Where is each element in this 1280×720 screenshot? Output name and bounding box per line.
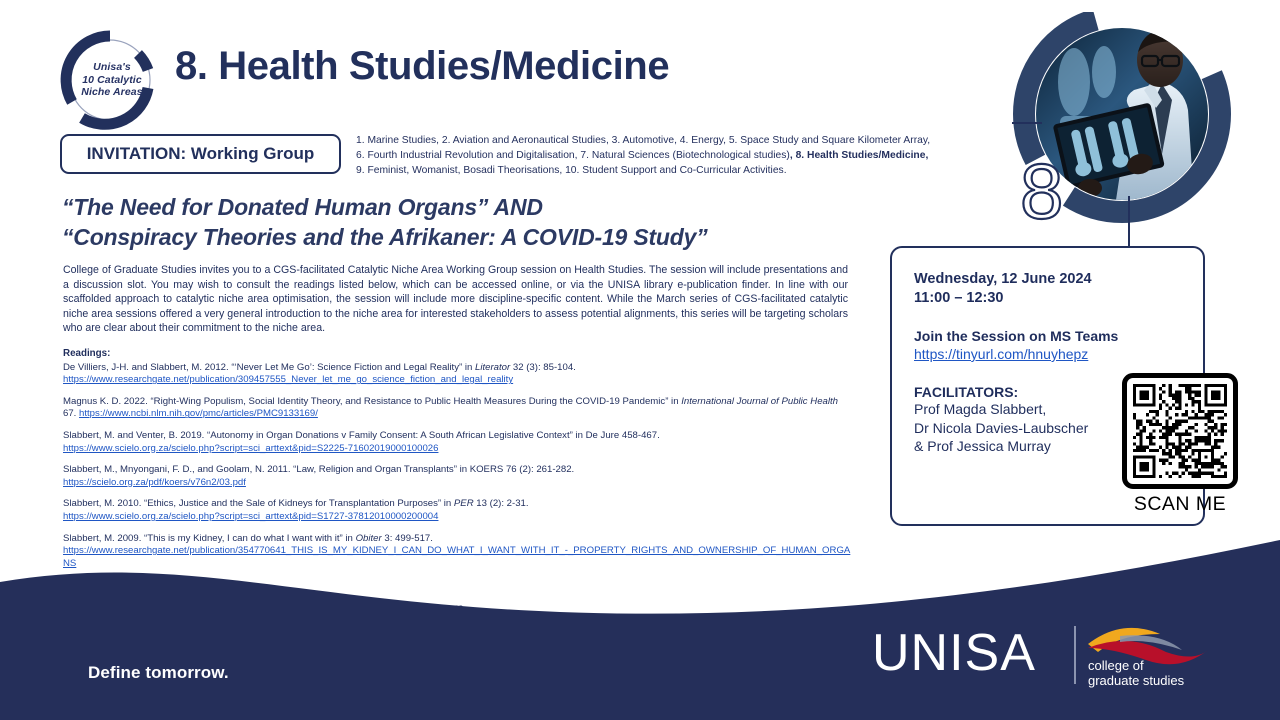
footer-tagline: Define tomorrow.: [88, 663, 229, 682]
reading-item: [63, 464, 853, 489]
unisa-sub-line-2: graduate studies: [1088, 673, 1185, 688]
citation-journal: Obiter: [355, 532, 382, 544]
reading-link[interactable]: https://www.researchgate.net/publication/354770641_THIS_IS_MY_KIDNEY_I_CAN_DO_WHAT_I_WANT_WITH_IT_-_PROPERTY_RIGHTS_AND_OWNERSHIP_OF_HUMAN_ORGANS: [63, 545, 851, 569]
readings-heading: Readings:: [63, 348, 111, 359]
join-label: Join the Session on MS Teams: [914, 328, 1119, 344]
reading-link[interactable]: https://www.scielo.org.za/scielo.php?script=sci_arttext&pid=S2225-71602019000100026: [63, 442, 439, 454]
reading-item: [63, 430, 853, 455]
page-title: 8. Health Studies/Medicine: [175, 44, 670, 88]
reading-citation: [63, 498, 853, 511]
circle-connector-horizontal: [1012, 122, 1042, 124]
unisa-logo: [872, 622, 1212, 694]
topic-line-1: “The Need for Donated Human Organs” AND: [62, 194, 543, 220]
niche-areas-list: [356, 133, 966, 179]
badge-line-3: Niche Areas: [81, 86, 143, 99]
badge-line-2: 10 Catalytic: [82, 73, 142, 86]
niche-line-2-highlight: , 8. Health Studies/Medicine,: [789, 150, 929, 162]
invitation-badge: [60, 134, 341, 174]
facilitator-name: Dr Nicola Davies-Laubscher: [914, 419, 1089, 436]
reading-citation: [63, 362, 853, 375]
citation-text: Slabbert, M. 2009. “This is my Kidney, I can do what I want with it” in: [63, 532, 356, 544]
unisa-wordmark: UNISA: [872, 624, 1036, 682]
reading-link[interactable]: https://scielo.org.za/pdf/koers/v76n2/03.pdf: [63, 476, 246, 488]
qr-code-block[interactable]: [1122, 373, 1238, 516]
session-description: College of Graduate Studies invites you to a CGS-facilitated Catalytic Niche Area Working Group session on Health Studies. The session will include presentations and a discussion slot. You may wish to consult the readings listed below, which can be accessed online, or via the UNISA library e-publication finder. In line with our scaffolded approach to catalytic niche area optimisation, the session will include more discipline-specific content. While the March series of CGS-facilitated catalytic niche area sessions offered a very general introduction to the niche area for interested stakeholders to assess potential alignments, this series will be targeting scholars who are clear about their commitment to the niche area.: [63, 264, 848, 335]
citation-tail: 3: 499-517.: [381, 532, 433, 544]
citation-tail: 32 (3): 85-104.: [510, 361, 576, 373]
citation-text: Slabbert, M. and Venter, B. 2019. “Autonomy in Organ Donations v Family Consent: A South African Legislative Context” in De Jure 458-467.: [63, 429, 660, 441]
scan-me-caption: SCAN ME: [1133, 493, 1227, 515]
teams-join-link[interactable]: https://tinyurl.com/hnuyhepz: [914, 346, 1089, 362]
session-time: 11:00 – 12:30: [914, 290, 1004, 306]
qr-code-icon: [1133, 384, 1227, 478]
invitation-label: INVITATION: Working Group: [86, 144, 315, 163]
facilitator-name: & Prof Jessica Murray: [914, 438, 1051, 454]
unisa-sub-line-1: college of: [1088, 658, 1144, 673]
citation-journal: International Journal of Public Health: [681, 395, 838, 407]
reading-item: [63, 362, 853, 387]
niche-number-marker: 8: [1020, 147, 1064, 235]
session-topics: [62, 192, 862, 252]
unisa-logo-graphic: [872, 622, 1212, 694]
reading-link[interactable]: https://www.researchgate.net/publication/309457555_Never_let_me_go_science_fiction_and_legal_reality: [63, 374, 514, 386]
niche-line-2: [356, 148, 966, 163]
facilitator-name: Prof Magda Slabbert,: [914, 401, 1047, 417]
session-date: Wednesday, 12 June 2024: [914, 271, 1092, 287]
reading-link[interactable]: https://www.scielo.org.za/scielo.php?script=sci_arttext&pid=S1727-37812010000200004: [63, 510, 439, 522]
citation-journal: Literator: [475, 361, 511, 373]
citation-tail: 67.: [63, 408, 80, 420]
unisa-niche-areas-badge: [52, 26, 168, 134]
citation-journal: PER: [453, 498, 474, 510]
reading-item: [63, 396, 853, 421]
badge-line-1: Unisa's: [93, 61, 131, 74]
facilitators-label: FACILITATORS:: [914, 384, 1019, 400]
niche-line-2-text: 6. Fourth Industrial Revolution and Digitalisation, 7. Natural Sciences (Biotechnological studies): [356, 150, 790, 162]
reading-citation: [63, 464, 853, 477]
qr-code-frame: [1122, 373, 1238, 489]
reading-citation: [63, 430, 853, 443]
citation-text: Slabbert, M. 2010. “Ethics, Justice and the Sale of Kidneys for Transplantation Purposes” in: [63, 498, 454, 510]
citation-text: Magnus K. D. 2022. “Right-Wing Populism, Social Identity Theory, and Resistance to Public Health Measures During the COVID-19 Pandemic” in: [63, 395, 682, 407]
niche-line-3: 9. Feminist, Womanist, Bosadi Theorisations, 10. Student Support and Co-Curricular Activities.: [356, 165, 787, 177]
badge-label: [52, 26, 168, 134]
citation-tail: 13 (2): 2-31.: [473, 498, 529, 510]
reading-link[interactable]: https://www.ncbi.nlm.nih.gov/pmc/articles/PMC9133169/: [79, 408, 318, 420]
topic-line-2: “Conspiracy Theories and the Afrikaner: A COVID-19 Study”: [62, 224, 708, 250]
niche-line-1: 1. Marine Studies, 2. Aviation and Aeronautical Studies, 3. Automotive, 4. Energy, 5. Space Study and Square Kilometer Array,: [356, 135, 931, 146]
citation-text: De Villiers, J-H. and Slabbert, M. 2012. “‘Never Let Me Go’: Science Fiction and Legal Reality” in: [63, 361, 476, 373]
citation-text: Slabbert, M., Mnyongani, F. D., and Goolam, N. 2011. “Law, Religion and Organ Transplants” in KOERS 76 (2): 261-282.: [63, 464, 575, 476]
reading-item: [63, 498, 853, 523]
